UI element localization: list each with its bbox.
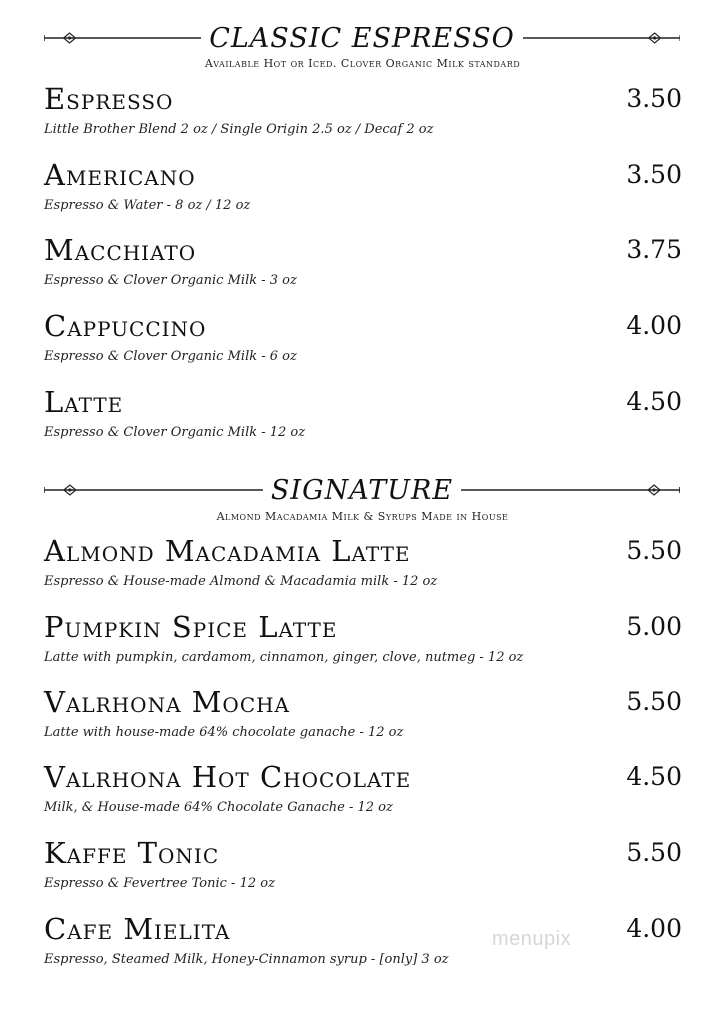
menu-item xyxy=(44,836,684,906)
menu-item xyxy=(44,912,684,982)
item-price: 5.00 xyxy=(626,612,682,641)
watermark-logo: menupix xyxy=(492,928,572,950)
item-price: 5.50 xyxy=(626,687,682,716)
item-description: Espresso & Clover Organic Milk - 3 oz xyxy=(44,273,297,288)
item-description: Little Brother Blend 2 oz / Single Origin 2.5 oz / Decaf 2 oz xyxy=(44,122,434,137)
item-price: 5.50 xyxy=(626,536,682,565)
section-header-classic-espresso xyxy=(44,18,680,58)
item-name: Cafe Mielita xyxy=(44,912,231,946)
section-title: CLASSIC ESPRESSO xyxy=(209,22,515,54)
item-name: Almond Macadamia Latte xyxy=(44,534,411,568)
item-description: Espresso & Water - 8 oz / 12 oz xyxy=(44,198,251,213)
menu-item xyxy=(44,309,684,379)
menu-item xyxy=(44,760,684,830)
item-description: Espresso & Clover Organic Milk - 6 oz xyxy=(44,349,297,364)
item-price: 5.50 xyxy=(626,838,682,867)
section-subtitle: Available Hot or Iced. Clover Organic Milk standard xyxy=(204,57,521,70)
item-name: Macchiato xyxy=(44,233,197,267)
item-name: Pumpkin Spice Latte xyxy=(44,610,338,644)
menu-item xyxy=(44,534,684,604)
menu-item xyxy=(44,610,684,680)
item-price: 4.50 xyxy=(626,387,682,416)
item-description: Espresso & Clover Organic Milk - 12 oz xyxy=(44,425,306,440)
menu-item xyxy=(44,82,684,152)
item-name: Valrhona Mocha xyxy=(44,685,291,719)
item-description: Espresso, Steamed Milk, Honey-Cinnamon syrup - [only] 3 oz xyxy=(44,952,449,967)
section-header-signature xyxy=(44,470,680,510)
item-price: 3.50 xyxy=(626,84,682,113)
item-price: 4.00 xyxy=(626,311,682,340)
item-description: Latte with house-made 64% chocolate ganache - 12 oz xyxy=(44,725,404,740)
item-name: Valrhona Hot Chocolate xyxy=(44,760,412,794)
item-description: Espresso & Fevertree Tonic - 12 oz xyxy=(44,876,275,891)
menu-item xyxy=(44,158,684,228)
section-subtitle: Almond Macadamia Milk & Syrups Made in House xyxy=(216,510,509,523)
item-description: Espresso & House-made Almond & Macadamia milk - 12 oz xyxy=(44,574,438,589)
ornament-divider-left xyxy=(44,483,263,497)
ornament-divider-right xyxy=(461,483,680,497)
menu-item xyxy=(44,385,684,455)
section-title: SIGNATURE xyxy=(270,474,454,506)
item-description: Milk, & House-made 64% Chocolate Ganache - 12 oz xyxy=(44,800,393,815)
item-price: 3.75 xyxy=(626,235,682,264)
item-price: 3.50 xyxy=(626,160,682,189)
item-description: Latte with pumpkin, cardamom, cinnamon, ginger, clove, nutmeg - 12 oz xyxy=(44,650,524,665)
item-name: Kaffe Tonic xyxy=(44,836,220,870)
item-name: Espresso xyxy=(44,82,174,116)
ornament-divider-right xyxy=(523,31,680,45)
item-price: 4.00 xyxy=(626,914,682,943)
item-name: Cappuccino xyxy=(44,309,207,343)
item-price: 4.50 xyxy=(626,762,682,791)
item-name: Americano xyxy=(44,158,196,192)
ornament-divider-left xyxy=(44,31,201,45)
item-name: Latte xyxy=(44,385,124,419)
menu-item xyxy=(44,233,684,303)
menu-item xyxy=(44,685,684,755)
